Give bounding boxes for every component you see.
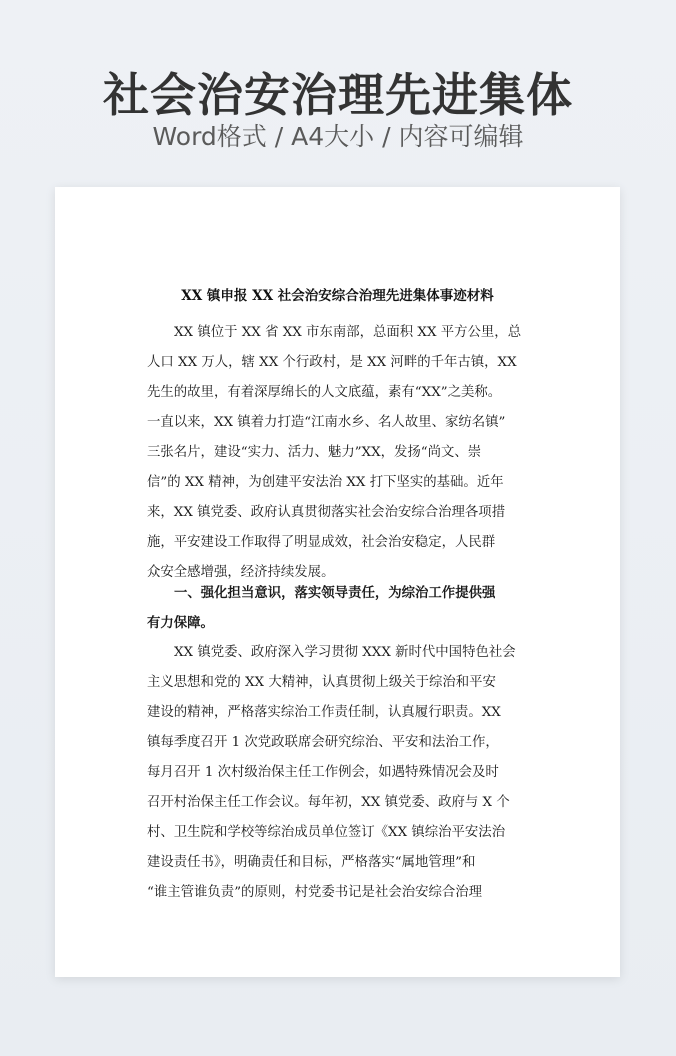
paragraph-line: 建设的精神，严格落实综治工作责任制，认真履行职责。XX xyxy=(147,705,501,720)
paragraph-line: 人口 XX 万人，辖 XX 个行政村，是 XX 河畔的千年古镇，XX xyxy=(147,355,517,370)
document-page xyxy=(55,187,620,977)
paragraph-line: 镇每季度召开 1 次党政联席会研究综治、平安和法治工作， xyxy=(147,735,499,750)
document-title: XX 镇申报 XX 社会治安综合治理先进集体事迹材料 xyxy=(181,288,494,304)
paragraph-line: 三张名片，建设“实力、活力、魅力”XX，发扬“尚文、崇 xyxy=(147,445,482,460)
paragraph-line: 信”的 XX 精神，为创建平安法治 XX 打下坚实的基础。近年 xyxy=(147,475,504,490)
paragraph-line: 一直以来，XX 镇着力打造“江南水乡、名人故里、家纺名镇” xyxy=(147,415,506,430)
paragraph-line: 村、卫生院和学校等综治成员单位签订《XX 镇综治平安法治 xyxy=(147,825,506,840)
paragraph-line: “谁主管谁负责”的原则，村党委书记是社会治安综合治理 xyxy=(147,885,483,900)
section-heading-line: 有力保障。 xyxy=(147,615,214,631)
paragraph-line: XX 镇党委、政府深入学习贯彻 XXX 新时代中国特色社会 xyxy=(174,645,516,660)
paragraph-line: 众安全感增强，经济持续发展。 xyxy=(147,565,335,580)
paragraph-line: 先生的故里，有着深厚绵长的人文底蕴，素有“XX”之美称。 xyxy=(147,385,502,400)
banner-title: 社会治安治理先进集体 xyxy=(103,68,573,122)
paragraph-line: 施，平安建设工作取得了明显成效，社会治安稳定，人民群 xyxy=(147,535,496,550)
paragraph-line: 召开村治保主任工作会议。每年初，XX 镇党委、政府与 X 个 xyxy=(147,795,510,810)
paragraph-line: 来，XX 镇党委、政府认真贯彻落实社会治安综合治理各项措 xyxy=(147,505,506,520)
paragraph-line: 主义思想和党的 XX 大精神，认真贯彻上级关于综治和平安 xyxy=(147,675,496,690)
paragraph-line: XX 镇位于 XX 省 XX 市东南部，总面积 XX 平方公里，总 xyxy=(174,325,522,340)
banner-subtitle: Word格式 / A4大小 / 内容可编辑 xyxy=(152,122,524,151)
paragraph-line: 建设责任书》，明确责任和目标，严格落实“属地管理”和 xyxy=(147,855,476,870)
paragraph-line: 每月召开 1 次村级治保主任工作例会，如遇特殊情况会及时 xyxy=(147,765,499,780)
section-heading-line: 一、强化担当意识，落实领导责任，为综治工作提供强 xyxy=(174,585,496,601)
